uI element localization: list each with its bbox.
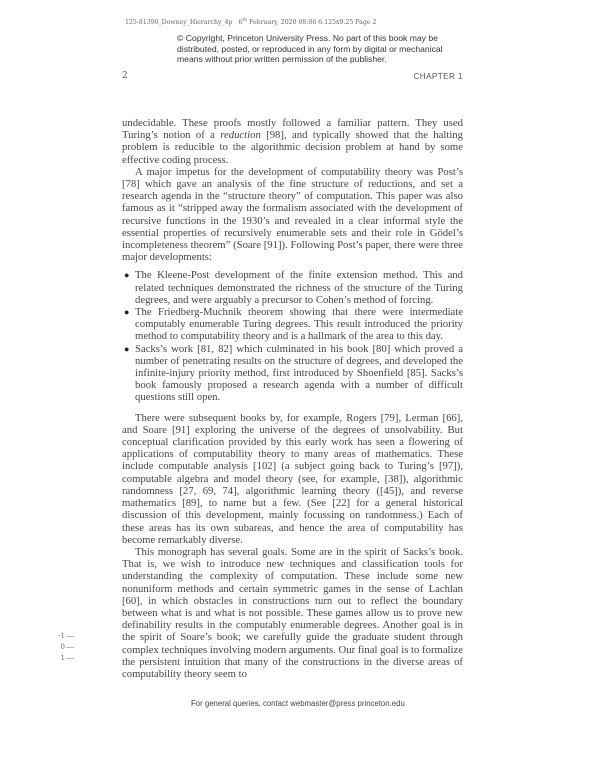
bullet-icon: ●	[124, 270, 130, 281]
bullet-icon: ●	[124, 307, 130, 318]
bullet-icon: ●	[124, 343, 130, 354]
tick-line	[66, 636, 74, 637]
date-day: 6	[238, 19, 243, 27]
margin-mark	[52, 631, 74, 642]
list-item-text: Sacks’s work [81, 82] which culminated in his book [80] which proved a number of penetrating results on the structure of degrees, and developed the infinite-injury priority method, first introduced by Shoenfield [85]. Sacks’s book famously proposed a research agenda with a number of difficult questions still open.	[135, 342, 463, 404]
list-item-text: The Friedberg-Muchnik theorem showing that there were intermediate computably enumerable Turing degrees. This result introduced the priority method to computability theory and is a hallmark of the area to this day.	[135, 306, 463, 343]
copyright-line: © Copyright, Princeton University Press. No part of this book may be	[177, 33, 438, 43]
margin-mark-label: -1	[58, 632, 65, 640]
paragraph	[122, 117, 463, 166]
list-item-text: The Kleene-Post development of the finite extension method. This and related techniques demonstrated the richness of the structure of the Turing degrees, and were arguably a precursor to Cohen’s method of forcing.	[135, 269, 463, 306]
margin-mark-label: 0	[60, 643, 65, 651]
paragraph: A major impetus for the development of computability theory was Post’s [78] which gave an analysis of the fine structure of reductions, and set a research agenda in the “structure theory” of computation. This paper was also famous as it “stripped away the formalism associated with the development of recursive functions in the 1930’s and revealed in a clear informal style the essential properties of recursively enumerable sets and their role in Gödel’s incompleteness theorem” (Soare [91]). Following Post’s paper, there were three major developments:	[122, 165, 463, 264]
paragraph: This monograph has several goals. Some are in the spirit of Sacks’s book. That is, we wish to introduce new techniques and classification tools for understanding the complexity of computation. These include some new nonuniform methods and certain symmetric games in the sense of Lachlan [60], in which obstacles in constructions turn out to reflect the boundary between what is and what is not possible. These games allow us to prove new definability results in the computably enumerable degrees. Another goal is in the spirit of Soare’s book; we carefully guide the graduate student through complex techniques involving modern arguments. Our final goal is to formalize the persistent intuition that many of the constructions in the diverse areas of computability theory seem to	[122, 545, 463, 680]
paragraph: There were subsequent books by, for example, Rogers [79], Lerman [66], and Soare [91] exploring the universe of the degrees of unsolvability. But conceptual clarification provided by this early work has seen a flowering of applications of computability theory to many areas of mathematics. These include computable analysis [102] (a subject going back to Turing’s [97]), computable algebra and model theory (see, for example, [38]), algorithmic randomness [27, 69, 74], algorithmic learning theory ([45]), and reverse mathematics [89], to name but a few. (See [22] for a general historical discussion of this development, mainly focussing on randomness.) Each of these areas has its own subareas, and hence the area of computability has become remarkably diverse.	[122, 411, 463, 546]
copyright-line: distributed, posted, or reproduced in any form by digital or mechanical	[177, 43, 443, 54]
text-run: undecidable. These proofs mostly followed a familiar pattern. They used Turing’s notion of a	[122, 117, 463, 142]
bullet-list	[122, 269, 463, 403]
tick-line	[66, 658, 74, 659]
body-text	[122, 117, 463, 680]
list-item	[124, 342, 463, 404]
footer-contact: For general queries, contact webmaster@press princeton.edu	[191, 699, 405, 708]
emphasized-term: reduction	[220, 129, 261, 142]
list-item	[124, 306, 463, 343]
margin-mark-label: 1	[60, 654, 65, 662]
print-metadata-line	[125, 18, 445, 26]
file-name: 125-81390_Downey_Hierarchy_4p	[125, 19, 233, 27]
copyright-line: means without prior written permission of the publisher.	[177, 54, 387, 65]
page-number: 2	[122, 71, 128, 81]
list-item	[124, 269, 463, 306]
text-run: [98], and typically showed that the halting problem is reducible to the algorithmic decision problem at hand by some effective coding process.	[122, 129, 463, 166]
date-suffix: th	[242, 18, 248, 23]
line-margin-marks	[52, 631, 74, 664]
margin-mark	[52, 642, 74, 653]
meta-details: February, 2020 08:06 6.125x9.25 Page 2	[247, 19, 377, 27]
tick-line	[66, 647, 74, 648]
margin-mark	[52, 653, 74, 664]
copyright-notice	[177, 33, 507, 65]
running-head: CHAPTER 1	[413, 72, 463, 81]
